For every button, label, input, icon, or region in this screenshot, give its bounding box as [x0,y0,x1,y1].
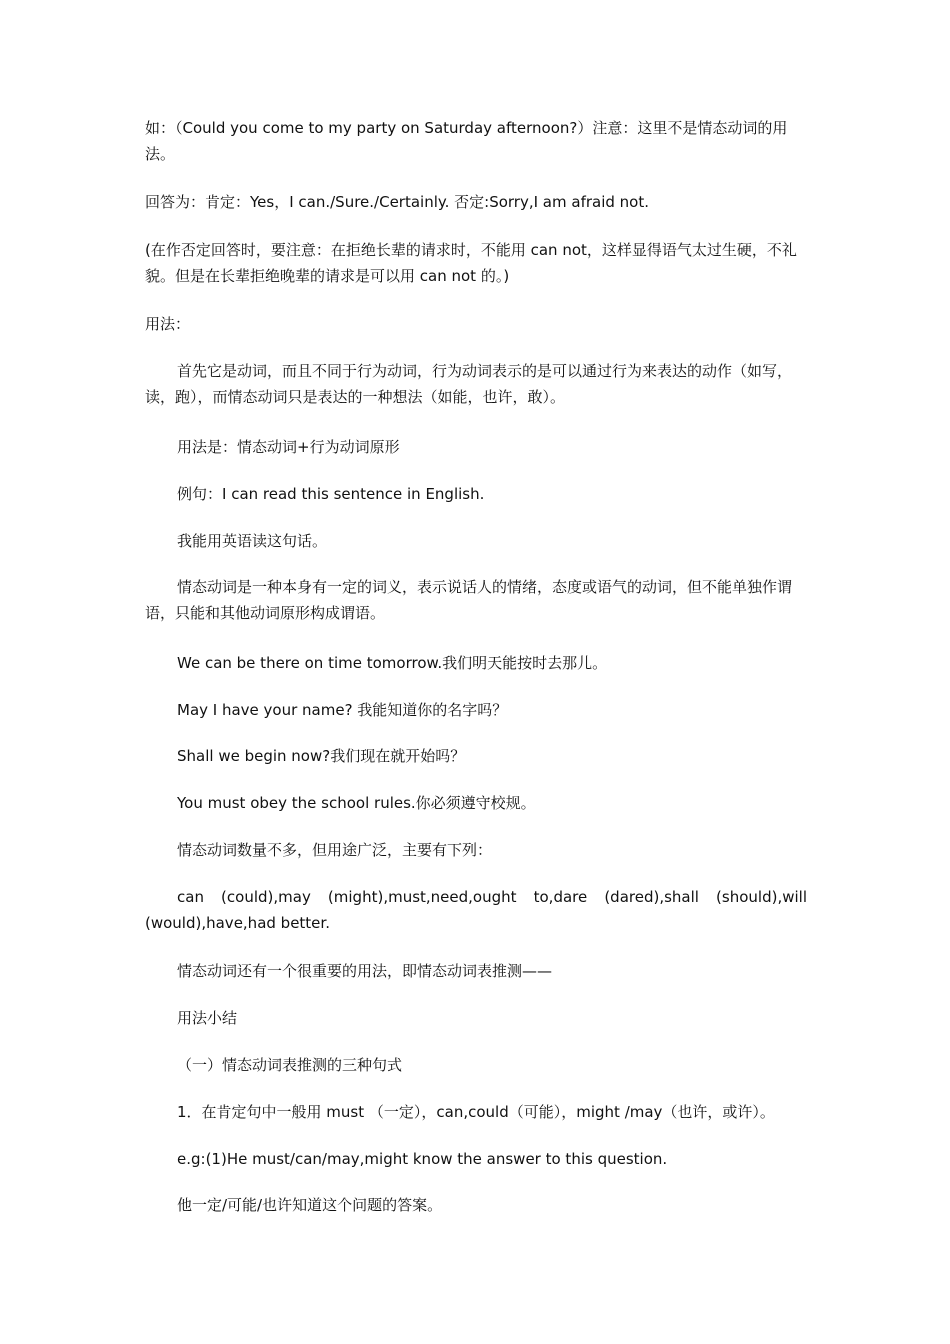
paragraph-example-intro: 如：（Could you come to my party on Saturday afternoon?）注意：这里不是情态动词的用法。 [145,119,788,163]
paragraph-example-4: You must obey the school rules.你必须遵守校规。 [177,794,536,812]
paragraph-usage-definition: 首先它是动词，而且不同于行为动词，行为动词表示的是可以通过行为来表达的动作（如写，读，跑），而情态动词只是表达的一种想法（如能，也许，敢）。 [145,362,793,406]
paragraph-example-translation: 我能用英语读这句话。 [177,532,328,550]
paragraph-example-sentence: 例句：I can read this sentence in English. [177,485,485,503]
paragraph-point-one: 1．在肯定句中一般用 must （一定），can,could（可能），might /may（也许，或许）。 [177,1103,775,1121]
paragraph-section-one-heading: （一）情态动词表推测的三种句式 [177,1056,403,1074]
paragraph-example-3: Shall we begin now?我们现在就开始吗？ [177,747,466,765]
paragraph-answer: 回答为：肯定：Yes，I can./Sure./Certainly. 否定:Sorry,I am afraid not. [145,193,650,211]
paragraph-inference-intro: 情态动词还有一个很重要的用法，即情态动词表推测—— [177,962,553,980]
paragraph-negative-note: (在作否定回答时，要注意：在拒绝长辈的请求时，不能用 can not，这样显得语气太过生硬，不礼貌。但是在长辈拒绝晚辈的请求是可以用 can not 的。) [145,241,797,285]
paragraph-usage-rule: 用法是：情态动词+行为动词原形 [177,438,400,456]
paragraph-modal-list: can (could),may (might),must,need,ought to,dare (dared),shall (should),will (would),have,had better. [145,888,807,932]
paragraph-point-one-example: e.g:(1)He must/can/may,might know the answer to this question. [177,1150,668,1168]
paragraph-example-1: We can be there on time tomorrow.我们明天能按时去那儿。 [177,654,608,672]
paragraph-point-one-translation: 他一定/可能/也许知道这个问题的答案。 [177,1196,443,1214]
paragraph-example-2: May I have your name? 我能知道你的名字吗？ [177,701,508,719]
paragraph-modal-definition: 情态动词是一种本身有一定的词义，表示说话人的情绪，态度或语气的动词，但不能单独作谓语，只能和其他动词原形构成谓语。 [145,578,793,622]
paragraph-modal-list-intro: 情态动词数量不多，但用途广泛，主要有下列： [177,841,493,859]
paragraph-usage-heading: 用法： [145,315,191,333]
paragraph-summary-heading: 用法小结 [177,1009,238,1027]
